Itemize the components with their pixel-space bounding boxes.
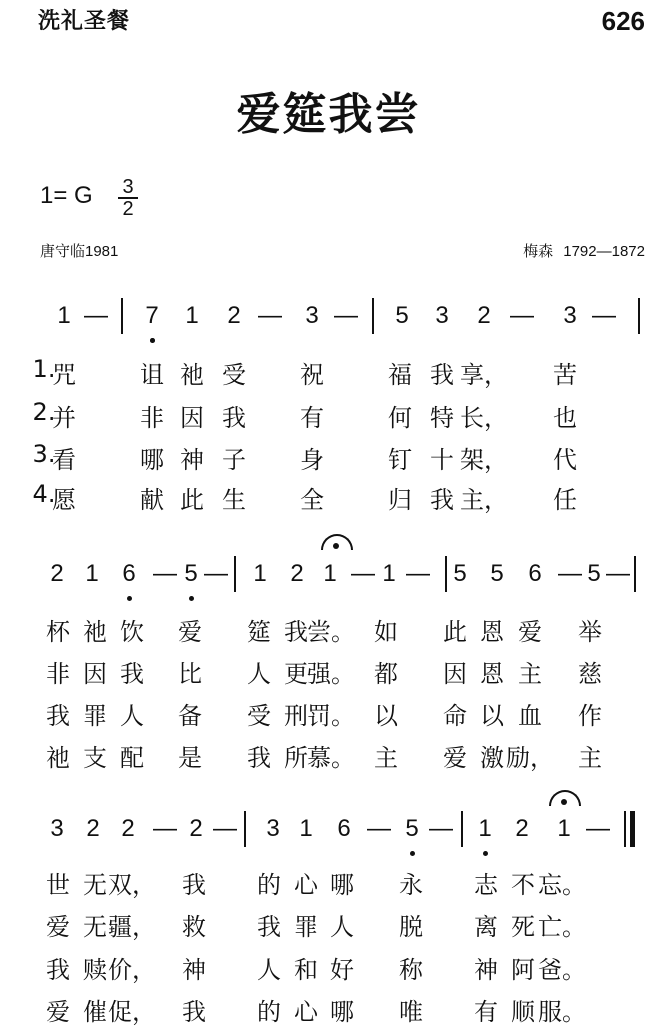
score-note: 3 <box>50 815 64 842</box>
lyric-char: 以 <box>480 702 504 730</box>
lyric-char: 诅 <box>140 361 164 389</box>
lyric-char: 哪 <box>330 998 354 1026</box>
lyric-char: 我 <box>120 660 144 688</box>
score-note: 1 <box>478 815 492 842</box>
lyric-char: 杯 <box>46 618 70 646</box>
score-note: 5 <box>405 815 419 842</box>
score-note: — <box>334 302 358 329</box>
lyric-char: 非 <box>140 404 164 432</box>
lyric-char: 世 <box>46 871 70 899</box>
score-note: 1 <box>557 815 571 842</box>
lyric-char: 祂 <box>83 618 107 646</box>
score-note: — <box>213 815 237 842</box>
lyric-char: 都 <box>374 660 398 688</box>
lyric-char: 志 <box>474 871 498 899</box>
low-octave-dot <box>150 338 155 343</box>
score-note: — <box>84 302 108 329</box>
lyric-char: 架， <box>460 446 508 474</box>
lyric-char: 神 <box>182 956 206 984</box>
book-section-heading: 洗礼圣餐 <box>38 9 131 34</box>
score-note: — <box>153 560 177 587</box>
score-note: 3 <box>435 302 449 329</box>
lyric-char: 励， <box>506 744 554 772</box>
barline <box>624 811 626 847</box>
lyric-char: 阿 <box>511 956 535 984</box>
verse-number: 4. <box>32 480 56 508</box>
score-note: — <box>606 560 630 587</box>
lyric-char: 和 <box>294 956 318 984</box>
lyric-char: 疆， <box>108 913 156 941</box>
lyric-char: 罪 <box>294 913 318 941</box>
lyric-char: 我 <box>222 404 246 432</box>
lyric-char: 人 <box>330 913 354 941</box>
score-note: — <box>406 560 430 587</box>
score-note: 5 <box>453 560 467 587</box>
lyric-char: 忘。 <box>538 871 586 899</box>
score-note: — <box>586 815 610 842</box>
score-note: 2 <box>227 302 241 329</box>
score-note: 1 <box>299 815 313 842</box>
lyric-char: 享， <box>460 361 508 389</box>
score-note: 2 <box>290 560 304 587</box>
barline <box>234 556 236 592</box>
song-title: 爱筵我尝 <box>236 89 421 140</box>
lyric-char: 更 <box>284 660 308 688</box>
lyric-char: 主 <box>518 660 542 688</box>
lyric-char: 恩 <box>480 618 504 646</box>
verse-first-char: 愿 <box>52 486 76 514</box>
barline <box>638 298 640 334</box>
lyric-char: 人 <box>120 702 144 730</box>
score-note: 6 <box>122 560 136 587</box>
score-note: — <box>351 560 375 587</box>
lyric-char: 是 <box>178 744 202 772</box>
lyric-char: 此 <box>443 618 467 646</box>
lyric-char: 长， <box>460 404 508 432</box>
lyric-char: 配 <box>120 744 144 772</box>
lyric-char: 如 <box>374 618 398 646</box>
lyric-char: 受 <box>247 702 271 730</box>
lyric-char: 筵 <box>247 618 271 646</box>
barline <box>445 556 447 592</box>
lyric-char: 举 <box>578 618 602 646</box>
verse-first-char: 并 <box>52 404 76 432</box>
verse-number: 2. <box>32 398 56 426</box>
lyric-char: 促， <box>108 998 156 1026</box>
lyric-char: 血 <box>518 702 542 730</box>
lyric-char: 我 <box>430 361 454 389</box>
lyric-char: 人 <box>247 660 271 688</box>
lyric-char: 离 <box>474 913 498 941</box>
lyric-char: 神 <box>180 446 204 474</box>
score-note: — <box>510 302 534 329</box>
verse-number: 3. <box>32 440 56 468</box>
score-note: 7 <box>145 302 159 329</box>
barline <box>634 556 636 592</box>
lyric-char: 献 <box>140 486 164 514</box>
lyric-char: 备 <box>178 702 202 730</box>
lyric-char: 我 <box>46 702 70 730</box>
score-note: 2 <box>515 815 529 842</box>
lyric-char: 哪 <box>140 446 164 474</box>
lyric-char: 因 <box>443 660 467 688</box>
lyric-char: 爸。 <box>538 956 586 984</box>
time-signature-bottom: 2 <box>122 198 134 220</box>
lyricist-credit: 唐守临1981 <box>40 243 119 260</box>
time-signature <box>118 178 138 218</box>
lyric-char: 生 <box>222 486 246 514</box>
lyric-char: 任 <box>553 486 577 514</box>
score-note: 1 <box>253 560 267 587</box>
lyric-char: 慈 <box>578 660 602 688</box>
score-note: — <box>592 302 616 329</box>
score-note: 5 <box>395 302 409 329</box>
lyric-char: 有 <box>474 998 498 1026</box>
lyric-char: 亡。 <box>538 913 586 941</box>
lyric-char: 恩 <box>480 660 504 688</box>
lyric-char: 所 <box>284 744 308 772</box>
score-note: 2 <box>86 815 100 842</box>
time-signature-top: 3 <box>122 176 134 198</box>
lyric-char: 刑 <box>284 702 308 730</box>
score-note: 1 <box>57 302 71 329</box>
score-note: 2 <box>189 815 203 842</box>
final-barline <box>630 811 635 847</box>
lyric-char: 爱 <box>518 618 542 646</box>
score-note: 3 <box>563 302 577 329</box>
lyric-char: 非 <box>46 660 70 688</box>
lyric-char: 子 <box>222 446 246 474</box>
score-note: 5 <box>184 560 198 587</box>
lyric-char: 无 <box>83 913 107 941</box>
verse-first-char: 咒 <box>52 361 76 389</box>
score-note: 2 <box>121 815 135 842</box>
lyric-char: 支 <box>83 744 107 772</box>
low-octave-dot <box>189 596 194 601</box>
lyric-char: 特 <box>430 404 454 432</box>
score-note: 1 <box>323 560 337 587</box>
lyric-char: 此 <box>180 486 204 514</box>
lyric-char: 主 <box>374 744 398 772</box>
lyric-char: 比 <box>178 660 202 688</box>
lyric-char: 主， <box>460 486 508 514</box>
barline <box>461 811 463 847</box>
lyric-char: 救 <box>182 913 206 941</box>
fermata <box>321 534 353 550</box>
lyric-char: 命 <box>443 702 467 730</box>
lyric-char: 代 <box>553 446 577 474</box>
score-note: 2 <box>50 560 64 587</box>
lyric-char: 有 <box>300 404 324 432</box>
lyric-char: 爱 <box>46 913 70 941</box>
score-note: 2 <box>477 302 491 329</box>
score-note: 3 <box>305 302 319 329</box>
lyric-char: 罪 <box>83 702 107 730</box>
lyric-char: 也 <box>553 404 577 432</box>
low-octave-dot <box>410 851 415 856</box>
score-note: — <box>429 815 453 842</box>
lyric-char: 祂 <box>180 361 204 389</box>
barline <box>372 298 374 334</box>
lyric-char: 何 <box>388 404 412 432</box>
verse-number: 1. <box>32 355 56 383</box>
lyric-char: 唯 <box>399 998 423 1026</box>
fermata <box>549 790 581 806</box>
lyric-char: 催 <box>83 998 107 1026</box>
lyric-char: 祝 <box>300 361 324 389</box>
lyric-char: 身 <box>300 446 324 474</box>
lyric-char: 永 <box>399 871 423 899</box>
lyric-char: 苦 <box>553 361 577 389</box>
lyric-char: 称 <box>399 956 423 984</box>
verse-first-char: 看 <box>52 446 76 474</box>
lyric-char: 人 <box>257 956 281 984</box>
score-note: 1 <box>382 560 396 587</box>
lyric-char: 激 <box>480 744 504 772</box>
lyric-char: 好 <box>330 956 354 984</box>
lyric-char: 因 <box>83 660 107 688</box>
score-note: — <box>258 302 282 329</box>
lyric-char: 我 <box>247 744 271 772</box>
lyric-char: 全 <box>300 486 324 514</box>
score-note: 1 <box>185 302 199 329</box>
lyric-char: 脱 <box>399 913 423 941</box>
composer-name: 梅森 <box>523 243 554 260</box>
lyric-char: 的 <box>257 998 281 1026</box>
lyric-char: 的 <box>257 871 281 899</box>
score-note: 5 <box>490 560 504 587</box>
lyric-char: 价， <box>108 956 156 984</box>
lyric-char: 我 <box>182 871 206 899</box>
lyric-char: 慕。 <box>307 744 355 772</box>
page-number: 626 <box>601 6 645 36</box>
lyric-char: 强。 <box>307 660 355 688</box>
key-signature: 1= G <box>40 182 93 209</box>
lyric-char: 作 <box>578 702 602 730</box>
lyric-char: 福 <box>388 361 412 389</box>
lyric-char: 尝。 <box>307 618 355 646</box>
lyric-char: 主 <box>578 744 602 772</box>
lyric-char: 罚。 <box>307 702 355 730</box>
lyric-char: 顺 <box>511 998 535 1026</box>
lyric-char: 我 <box>257 913 281 941</box>
score-note: — <box>153 815 177 842</box>
lyric-char: 双， <box>108 871 156 899</box>
lyric-char: 赎 <box>83 956 107 984</box>
low-octave-dot <box>127 596 132 601</box>
lyric-char: 饮 <box>120 618 144 646</box>
lyric-char: 无 <box>83 871 107 899</box>
score-note: 5 <box>587 560 601 587</box>
lyric-char: 服。 <box>538 998 586 1026</box>
lyric-char: 受 <box>222 361 246 389</box>
score-note: 6 <box>337 815 351 842</box>
composer-years: 1792—1872 <box>563 243 645 260</box>
barline <box>244 811 246 847</box>
lyric-char: 钉 <box>388 446 412 474</box>
lyric-char: 我 <box>46 956 70 984</box>
lyric-char: 心 <box>294 998 318 1026</box>
lyric-char: 我 <box>182 998 206 1026</box>
score-note: 1 <box>85 560 99 587</box>
score-note: 3 <box>266 815 280 842</box>
lyric-char: 爱 <box>178 618 202 646</box>
score-note: — <box>558 560 582 587</box>
lyric-char: 爱 <box>443 744 467 772</box>
lyric-char: 祂 <box>46 744 70 772</box>
lyric-char: 十 <box>430 446 454 474</box>
lyric-char: 死 <box>511 913 535 941</box>
lyric-char: 以 <box>374 702 398 730</box>
lyric-char: 爱 <box>46 998 70 1026</box>
lyric-char: 归 <box>388 486 412 514</box>
score-note: 6 <box>528 560 542 587</box>
lyric-char: 神 <box>474 956 498 984</box>
score-note: — <box>204 560 228 587</box>
lyric-char: 不 <box>511 871 535 899</box>
lyric-char: 因 <box>180 404 204 432</box>
barline <box>121 298 123 334</box>
composer-credit <box>523 240 645 261</box>
lyric-char: 哪 <box>330 871 354 899</box>
lyric-char: 我 <box>430 486 454 514</box>
lyric-char: 心 <box>294 871 318 899</box>
score-note: — <box>367 815 391 842</box>
low-octave-dot <box>483 851 488 856</box>
lyric-char: 我 <box>284 618 308 646</box>
